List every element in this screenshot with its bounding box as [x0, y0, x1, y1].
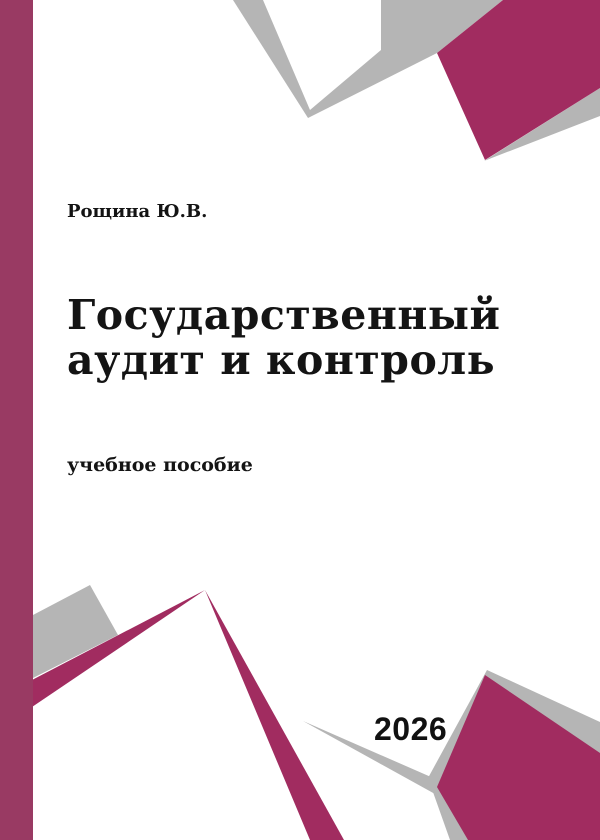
author-name: Рощина Ю.В.: [67, 201, 208, 222]
maroon-peak-right-stroke: [205, 590, 344, 840]
maroon-card-bottom-right: [437, 675, 600, 840]
publication-year: 2026: [374, 711, 448, 747]
book-title-line-2: аудит и контроль: [67, 336, 496, 384]
book-title-line-1: Государственный: [67, 291, 501, 339]
book-title: [67, 293, 500, 383]
subtitle-edition-type: учебное пособие: [67, 454, 253, 476]
spine-stripe: [0, 0, 33, 840]
